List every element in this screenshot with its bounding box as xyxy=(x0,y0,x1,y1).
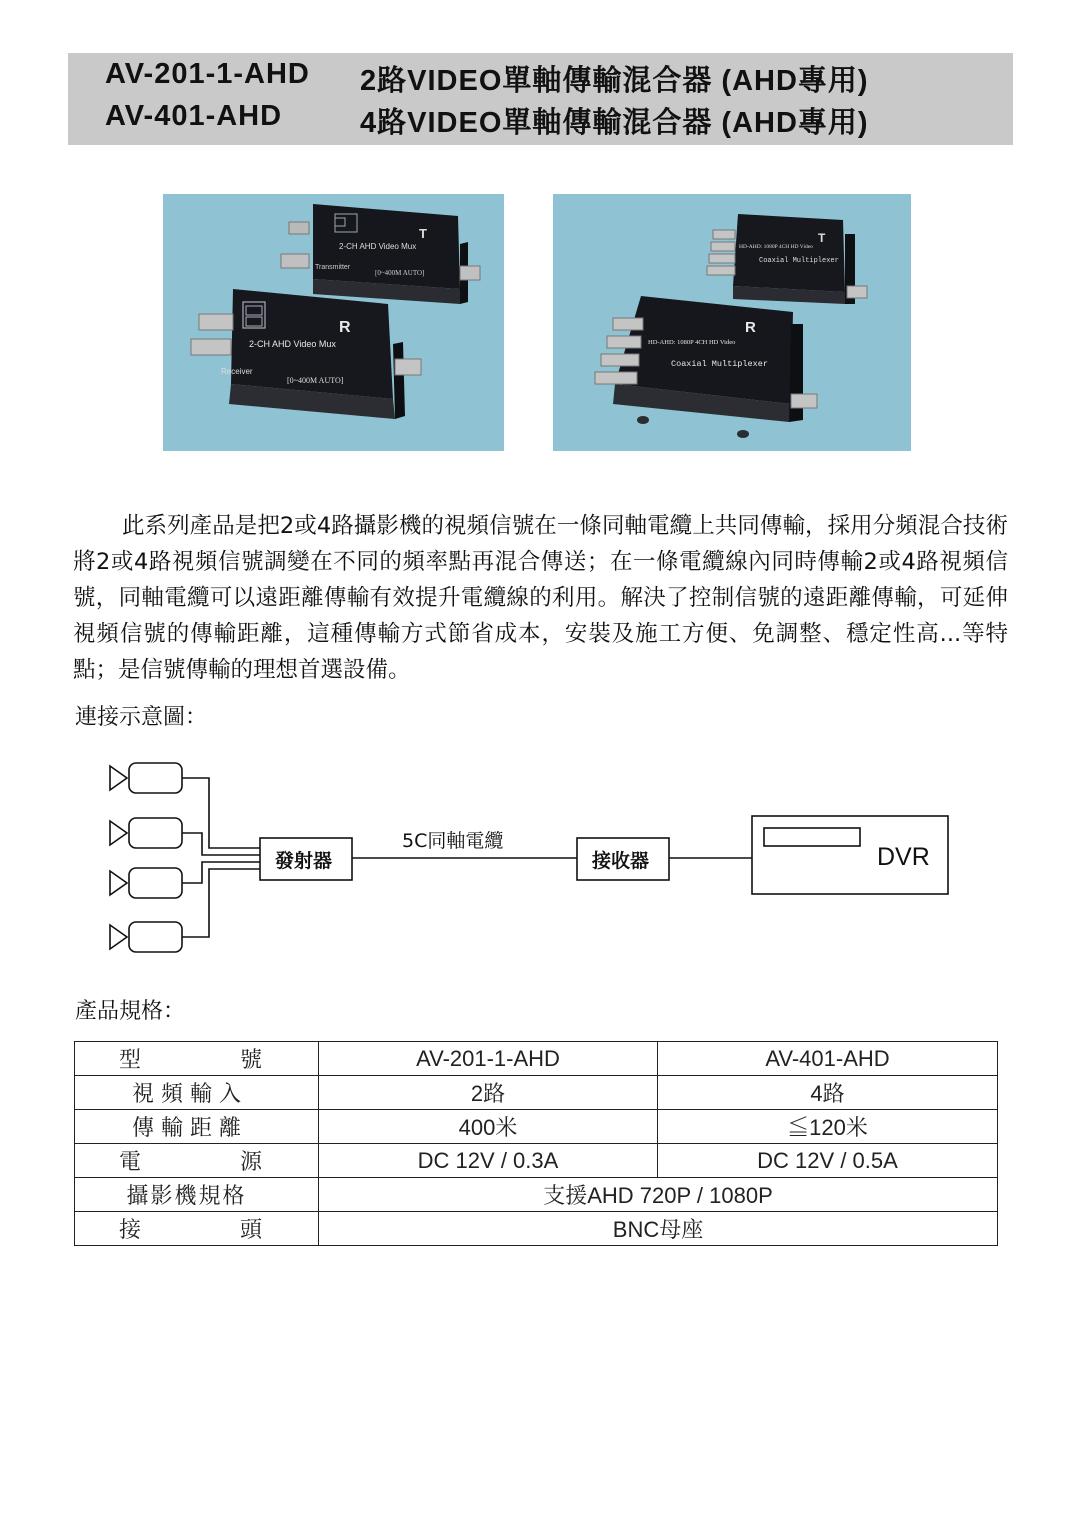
receiver-label: 接收器 xyxy=(592,850,650,872)
title-line-2 xyxy=(105,100,869,139)
tx-letter-4ch: T xyxy=(818,231,826,245)
rx-letter-2ch: R xyxy=(339,319,351,336)
spec-cell: DC 12V / 0.3A xyxy=(319,1144,658,1178)
table-row xyxy=(75,1144,998,1178)
connection-diagram-label: 連接示意圖： xyxy=(75,705,208,730)
camera-icon xyxy=(110,818,182,848)
spec-cell: AV-401-AHD xyxy=(658,1042,998,1076)
tx-range-2ch: [0~400M AUTO] xyxy=(375,269,425,277)
product-description: 此系列產品是把2或4路攝影機的視頻信號在一條同軸電纜上共同傳輸，採用分頻混合技術將2或4路視頻信號調變在不同的頻率點再混合傳送；在一條電纜線內同時傳輸2或4路視頻信號，同軸電纜可以遠距離傳輸有效提升電纜線的利用。解決了控制信號的遠距離傳輸，可延伸視頻信號的傳輸距離，這種傳輸方式節省成本，安裝及施工方便、免調整、穩定性高...等特點；是信號傳輸的理想首選設備。 xyxy=(73,513,1008,683)
spec-cell: 400米 xyxy=(319,1110,658,1144)
product-photo-4ch xyxy=(553,194,911,451)
spec-cell: 4路 xyxy=(658,1076,998,1110)
tx-letter-2ch: T xyxy=(419,226,427,241)
product-photo-2ch xyxy=(163,194,504,451)
spec-header-camera: 攝影機規格 xyxy=(75,1178,319,1212)
title-desc-2: 4路VIDEO單軸傳輸混合器 (AHD專用) xyxy=(360,107,869,139)
title-line-1 xyxy=(105,58,869,97)
title-model-1: AV-201-1-AHD xyxy=(105,58,310,90)
spec-header-input: 視 頻 輸 入 xyxy=(75,1076,319,1110)
table-row xyxy=(75,1110,998,1144)
rx-line2-4ch: Coaxial Multiplexer xyxy=(671,359,768,369)
camera-icon xyxy=(110,763,182,793)
rx-label-2ch: 2-CH AHD Video Mux xyxy=(249,339,336,349)
product-photo-4ch-drawing xyxy=(553,194,911,451)
rx-line1-4ch: HD-AHD: 1080P 4CH HD Video xyxy=(648,339,736,346)
tx-label-2ch: 2-CH AHD Video Mux xyxy=(339,242,417,251)
spec-cell: 支援AHD 720P / 1080P xyxy=(319,1178,998,1212)
tx-side-2ch: Transmitter xyxy=(315,264,351,271)
spec-cell: AV-201-1-AHD xyxy=(319,1042,658,1076)
connection-diagram xyxy=(100,755,960,955)
spec-cell: DC 12V / 0.5A xyxy=(658,1144,998,1178)
camera-icon xyxy=(110,922,182,952)
spec-table-label: 產品規格： xyxy=(75,999,186,1024)
spec-header-distance: 傳 輸 距 離 xyxy=(75,1110,319,1144)
dvr-label: DVR xyxy=(877,843,930,871)
spec-table xyxy=(74,1041,998,1246)
title-model-2: AV-401-AHD xyxy=(105,100,283,132)
spec-cell: ≦120米 xyxy=(658,1110,998,1144)
rx-range-2ch: [0~400M AUTO] xyxy=(287,376,344,385)
product-photo-2ch-drawing xyxy=(163,194,504,451)
cable-label: 5C同軸電纜 xyxy=(402,830,504,852)
rx-letter-4ch: R xyxy=(745,319,756,336)
table-row xyxy=(75,1042,998,1076)
table-row xyxy=(75,1076,998,1110)
table-row xyxy=(75,1178,998,1212)
spec-header-connector: 接 頭 xyxy=(75,1212,319,1246)
table-row xyxy=(75,1212,998,1246)
transmitter-label: 發射器 xyxy=(275,850,333,872)
rx-side-2ch: Receiver xyxy=(221,367,253,376)
spec-header-model: 型 號 xyxy=(75,1042,319,1076)
tx-line1-4ch: HD-AHD: 1080P 4CH HD Video xyxy=(739,244,813,250)
spec-header-power: 電 源 xyxy=(75,1144,319,1178)
spec-cell: 2路 xyxy=(319,1076,658,1110)
title-desc-1: 2路VIDEO單軸傳輸混合器 (AHD專用) xyxy=(360,65,869,97)
tx-line2-4ch: Coaxial Multiplexer xyxy=(759,257,839,265)
camera-icon xyxy=(110,868,182,898)
spec-cell: BNC母座 xyxy=(319,1212,998,1246)
